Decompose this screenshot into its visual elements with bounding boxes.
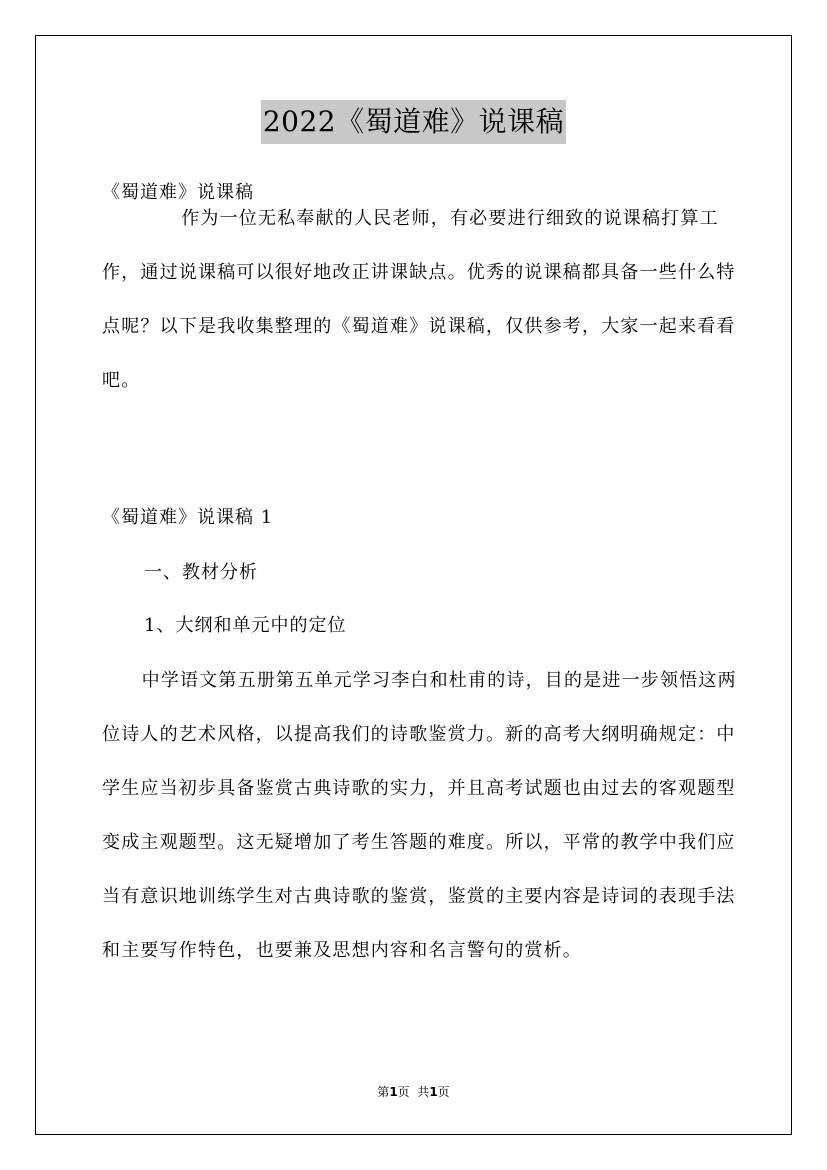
- footer-page-suffix: 页: [437, 1085, 450, 1099]
- footer-page-mid: 页 共: [397, 1085, 430, 1099]
- footer-page-current: 1: [389, 1085, 398, 1099]
- document-subtitle: 《蜀道难》说课稿: [102, 182, 254, 203]
- page-footer: [0, 1084, 827, 1100]
- document-title-text: 2022《蜀道难》说课稿: [261, 100, 566, 144]
- heading-textbook-analysis: 一、教材分析: [144, 562, 258, 583]
- section-heading: 《蜀道难》说课稿 1: [102, 507, 274, 528]
- intro-paragraph: 作为一位无私奉献的人民老师，有必要进行细致的说课稿打算工作，通过说课稿可以很好地改正讲课缺点。优秀的说课稿都具备一些什么特点呢？以下是我收集整理的《蜀道难》说课稿，仅供参考，大家一起来看看吧。: [102, 208, 736, 391]
- footer-page-total: 1: [429, 1085, 438, 1099]
- heading-syllabus-position: 1、大纲和单元中的定位: [144, 615, 347, 636]
- document-title: [0, 100, 827, 144]
- body-paragraph: 中学语文第五册第五单元学习李白和杜甫的诗，目的是进一步领悟这两位诗人的艺术风格，以提高我们的诗歌鉴赏力。新的高考大纲明确规定：中学生应当初步具备鉴赏古典诗歌的实力，并且高考试题也由过去的客观题型变成主观题型。这无疑增加了考生答题的难度。所以，平常的教学中我们应当有意识地训练学生对古典诗歌的鉴赏，鉴赏的主要内容是诗词的表现手法和主要写作特色，也要兼及思想内容和名言警句的赏析。: [102, 670, 737, 961]
- footer-page-prefix: 第: [377, 1085, 390, 1099]
